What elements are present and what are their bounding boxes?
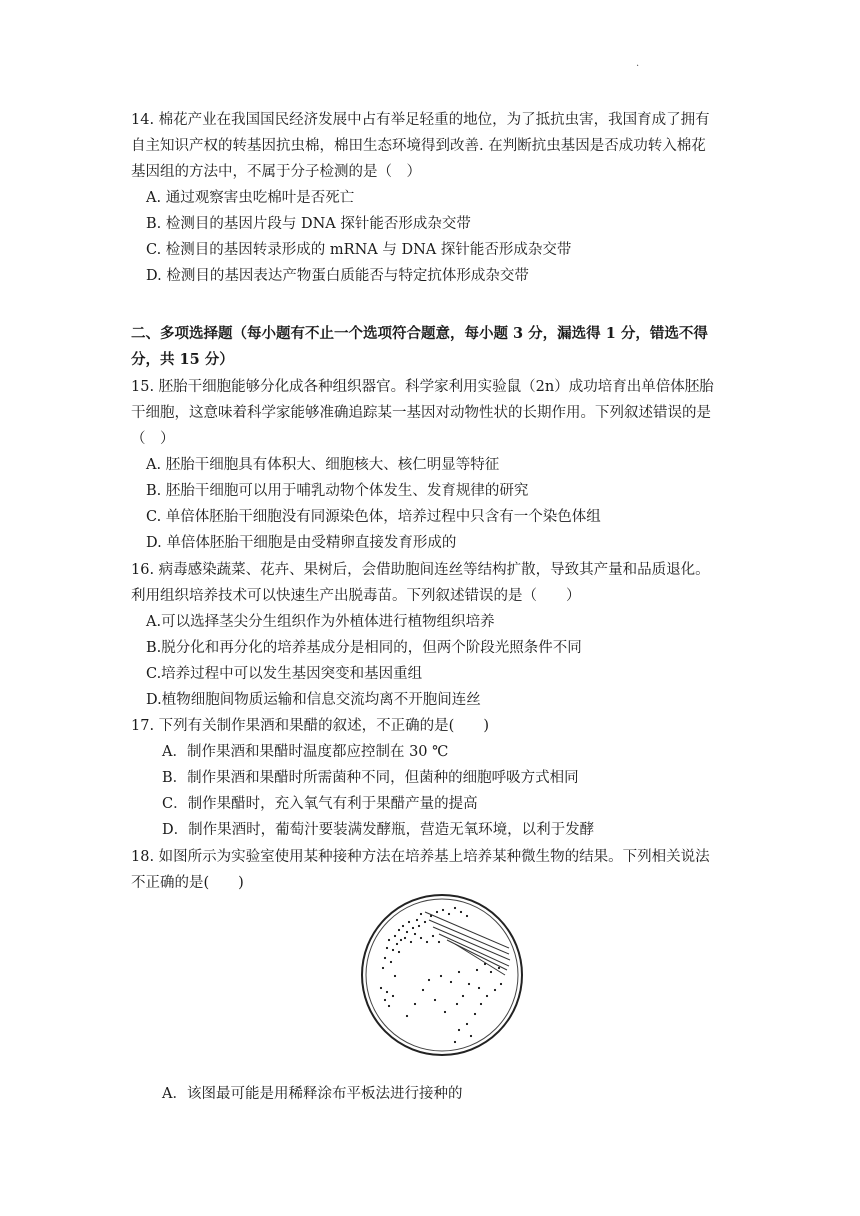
colony-dot xyxy=(426,941,428,943)
colony-dot xyxy=(500,983,502,985)
colony-dot xyxy=(384,957,386,959)
colony-dot xyxy=(468,983,470,985)
colony-dot xyxy=(454,1041,456,1043)
question-18-stem-line-1: 18. 如图所示为实验室使用某种接种方法在培养基上培养某种微生物的结果。下列相关说法 xyxy=(131,849,710,865)
colony-dot xyxy=(410,941,412,943)
colony-dot xyxy=(428,979,430,981)
colony-dot xyxy=(420,937,422,939)
colony-dot xyxy=(414,933,416,935)
colony-dot xyxy=(434,999,436,1001)
colony-dot xyxy=(382,967,384,969)
colony-dot xyxy=(440,975,442,977)
question-15-option-c: C. 单倍体胚胎干细胞没有同源染色体，培养过程中只含有一个染色体组 xyxy=(146,509,601,525)
colony-dot xyxy=(404,937,406,939)
section-2-heading-line-2: 分，共 15 分） xyxy=(131,351,234,368)
colony-dot xyxy=(430,915,432,917)
colony-dot xyxy=(408,921,410,923)
colony-dot xyxy=(460,911,462,913)
colony-dot xyxy=(442,909,444,911)
question-17-option-d: D．制作果酒时，葡萄汁要装满发酵瓶，营造无氧环境，以利于发酵 xyxy=(162,822,595,838)
colony-dot xyxy=(444,1011,446,1013)
colony-dot xyxy=(396,943,398,945)
colony-dot xyxy=(438,941,440,943)
question-16-option-b: B.脱分化和再分化的培养基成分是相同的，但两个阶段光照条件不同 xyxy=(146,640,582,656)
question-17-option-a: A．制作果酒和果醋时温度都应控制在 30 ℃ xyxy=(162,744,449,760)
colony-dot xyxy=(466,915,468,917)
colony-dot xyxy=(432,935,434,937)
colony-dot xyxy=(416,919,418,921)
colony-dot xyxy=(386,947,388,949)
colony-dot xyxy=(480,1003,482,1005)
colony-dot xyxy=(388,1005,390,1007)
colony-dot xyxy=(456,1003,458,1005)
colony-dot xyxy=(462,995,464,997)
bacterial-colonies xyxy=(380,907,502,1043)
colony-dot xyxy=(436,911,438,913)
question-17-stem: 17. 下列有关制作果酒和果醋的叙述，不正确的是( ) xyxy=(131,718,489,734)
colony-dot xyxy=(418,925,420,927)
colony-dot xyxy=(392,949,394,951)
question-18-stem-line-2: 不正确的是( ) xyxy=(131,875,244,891)
colony-dot xyxy=(486,995,488,997)
colony-dot xyxy=(494,989,496,991)
colony-dot xyxy=(398,929,400,931)
question-15-option-a: A. 胚胎干细胞具有体积大、细胞核大、核仁明显等特征 xyxy=(146,457,500,473)
question-18-option-a: A．该图最可能是用稀释涂布平板法进行接种的 xyxy=(162,1086,463,1102)
question-17-option-c: C．制作果醋时，充入氧气有利于果醋产量的提高 xyxy=(162,796,478,812)
colony-dot xyxy=(412,927,414,929)
colony-dot xyxy=(398,951,400,953)
colony-dot xyxy=(448,913,450,915)
colony-dot xyxy=(458,1029,460,1031)
colony-dot xyxy=(392,995,394,997)
section-2-heading-line-1: 二、多项选择题（每小题有不止一个选项符合题意，每小题 3 分，漏选得 1 分，错选不得 xyxy=(131,325,708,342)
colony-dot xyxy=(498,967,500,969)
petri-dish-figure xyxy=(359,892,525,1058)
colony-dot xyxy=(400,939,402,941)
colony-dot xyxy=(466,1023,468,1025)
streak-lines xyxy=(425,912,510,975)
question-16-option-c: C.培养过程中可以发生基因突变和基因重组 xyxy=(146,666,423,682)
question-14-option-d: D. 检测目的基因表达产物蛋白质能否与特定抗体形成杂交带 xyxy=(146,268,529,284)
colony-dot xyxy=(384,999,386,1001)
colony-dot xyxy=(484,963,486,965)
question-15-stem-line-1: 15. 胚胎干细胞能够分化成各种组织器官。科学家利用实验鼠（2n）成功培育出单倍体胚胎 xyxy=(131,379,714,395)
colony-dot xyxy=(380,987,382,989)
question-16-option-a: A.可以选择茎尖分生组织作为外植体进行植物组织培养 xyxy=(146,614,495,630)
colony-dot xyxy=(394,975,396,977)
question-15-stem-line-3: （ ） xyxy=(131,431,175,447)
question-14-stem-line-1: 14. 棉花产业在我国国民经济发展中占有举足轻重的地位，为了抵抗虫害，我国育成了拥有 xyxy=(131,112,710,128)
question-15-option-d: D. 单倍体胚胎干细胞是由受精卵直接发育形成的 xyxy=(146,535,457,551)
question-14-stem-line-2: 自主知识产权的转基因抗虫棉，棉田生态环境得到改善. 在判断抗虫基因是否成功转入棉花 xyxy=(131,138,706,154)
question-16-stem-line-2: 利用组织培养技术可以快速生产出脱毒苗。下列叙述错误的是（ ） xyxy=(131,588,581,604)
colony-dot xyxy=(420,913,422,915)
colony-dot xyxy=(474,1013,476,1015)
header-dot: . xyxy=(636,58,640,69)
colony-dot xyxy=(388,939,390,941)
petri-dish-inner-rim xyxy=(366,899,518,1051)
colony-dot xyxy=(406,931,408,933)
colony-dot xyxy=(490,971,492,973)
question-16-option-d: D.植物细胞间物质运输和信息交流均离不开胞间连丝 xyxy=(146,692,481,708)
colony-dot xyxy=(478,987,480,989)
colony-dot xyxy=(402,925,404,927)
colony-dot xyxy=(476,969,478,971)
colony-dot xyxy=(424,921,426,923)
colony-dot xyxy=(414,1003,416,1005)
colony-dot xyxy=(454,907,456,909)
colony-dot xyxy=(390,961,392,963)
colony-dot xyxy=(386,991,388,993)
question-14-stem-line-3: 基因组的方法中，不属于分子检测的是（ ） xyxy=(131,164,421,180)
colony-dot xyxy=(422,989,424,991)
question-15-option-b: B. 胚胎干细胞可以用于哺乳动物个体发生、发育规律的研究 xyxy=(146,483,529,499)
colony-dot xyxy=(394,935,396,937)
question-14-option-b: B. 检测目的基因片段与 DNA 探针能否形成杂交带 xyxy=(146,216,471,232)
colony-dot xyxy=(450,981,452,983)
question-15-stem-line-2: 干细胞，这意味着科学家能够准确追踪某一基因对动物性状的长期作用。下列叙述错误的是 xyxy=(131,405,711,421)
colony-dot xyxy=(458,971,460,973)
question-16-stem-line-1: 16. 病毒感染蔬菜、花卉、果树后，会借助胞间连丝等结构扩散，导致其产量和品质退化。 xyxy=(131,562,710,578)
question-14-option-c: C. 检测目的基因转录形成的 mRNA 与 DNA 探针能否形成杂交带 xyxy=(146,242,572,258)
question-14-option-a: A. 通过观察害虫吃棉叶是否死亡 xyxy=(146,190,355,206)
colony-dot xyxy=(406,1015,408,1017)
question-17-option-b: B．制作果酒和果醋时所需菌种不同，但菌种的细胞呼吸方式相同 xyxy=(162,770,579,786)
colony-dot xyxy=(470,1035,472,1037)
